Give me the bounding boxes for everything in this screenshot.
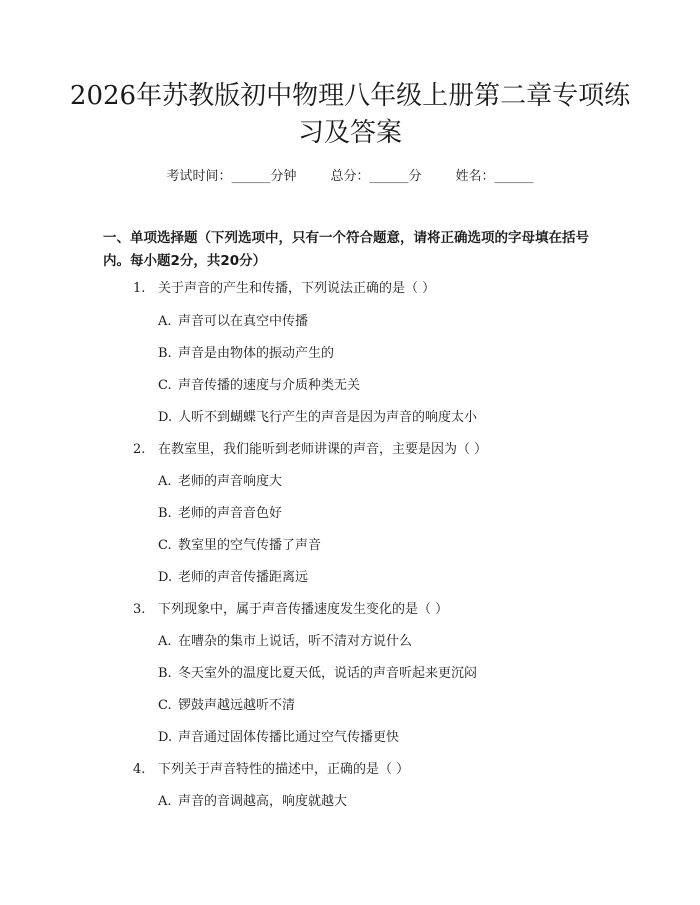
question-stem bbox=[133, 601, 448, 619]
option-letter: B. bbox=[158, 346, 172, 361]
question-text: 下列现象中，属于声音传播速度发生变化的是（ ） bbox=[158, 602, 449, 617]
student-name-field: 姓名：______ bbox=[455, 169, 534, 184]
option-text: 老师的声音音色好 bbox=[178, 506, 283, 521]
answer-option bbox=[158, 537, 321, 555]
option-text: 锣鼓声越远越听不清 bbox=[178, 698, 296, 713]
answer-option bbox=[158, 569, 308, 587]
question-text: 在教室里，我们能听到老师讲课的声音，主要是因为（ ） bbox=[158, 442, 488, 457]
option-text: 声音是由物体的振动产生的 bbox=[178, 346, 335, 361]
question-number: 4. bbox=[133, 762, 146, 777]
option-letter: B. bbox=[158, 666, 172, 681]
option-text: 声音通过固体传播比通过空气传播更快 bbox=[178, 730, 400, 745]
section-heading: 一、单项选择题（下列选项中，只有一个符合题意，请将正确选项的字母填在括号内。每小题2分，共20分） bbox=[103, 230, 589, 269]
answer-option bbox=[158, 793, 347, 811]
question-stem bbox=[133, 761, 409, 779]
option-letter: C. bbox=[158, 538, 172, 553]
exam-info-line bbox=[0, 168, 700, 186]
question-text: 下列关于声音特性的描述中，正确的是（ ） bbox=[158, 762, 410, 777]
answer-option bbox=[158, 505, 282, 523]
question-number: 1. bbox=[133, 281, 146, 296]
option-letter: B. bbox=[158, 506, 172, 521]
option-text: 声音传播的速度与介质种类无关 bbox=[178, 378, 361, 393]
option-letter: D. bbox=[158, 410, 173, 425]
option-text: 老师的声音传播距离远 bbox=[178, 570, 309, 585]
option-letter: A. bbox=[158, 474, 172, 489]
question-text: 关于声音的产生和传播，下列说法正确的是（ ） bbox=[158, 281, 436, 296]
option-text: 人听不到蝴蝶飞行产生的声音是因为声音的响度太小 bbox=[178, 410, 478, 425]
option-text: 在嘈杂的集市上说话，听不清对方说什么 bbox=[178, 634, 413, 649]
exam-time-field: 考试时间：______分钟 bbox=[166, 169, 297, 184]
total-score-field: 总分：______分 bbox=[330, 169, 422, 184]
answer-option bbox=[158, 313, 308, 331]
answer-option bbox=[158, 729, 399, 747]
question-number: 3. bbox=[133, 602, 146, 617]
question-stem bbox=[133, 280, 435, 298]
option-letter: A. bbox=[158, 794, 172, 809]
option-text: 声音可以在真空中传播 bbox=[178, 314, 309, 329]
option-letter: A. bbox=[158, 634, 172, 649]
document-title: 2026年苏教版初中物理八年级上册第二章专项练习及答案 bbox=[69, 81, 631, 148]
answer-option bbox=[158, 665, 477, 683]
option-text: 老师的声音响度大 bbox=[178, 474, 283, 489]
option-letter: A. bbox=[158, 314, 172, 329]
answer-option bbox=[158, 377, 360, 395]
option-letter: C. bbox=[158, 698, 172, 713]
answer-option bbox=[158, 345, 334, 363]
answer-option bbox=[158, 409, 477, 427]
answer-option bbox=[158, 697, 295, 715]
question-number: 2. bbox=[133, 442, 146, 457]
option-text: 教室里的空气传播了声音 bbox=[178, 538, 322, 553]
option-letter: D. bbox=[158, 570, 173, 585]
question-stem bbox=[133, 441, 487, 459]
option-letter: C. bbox=[158, 378, 172, 393]
option-letter: D. bbox=[158, 730, 173, 745]
option-text: 冬天室外的温度比夏天低，说话的声音听起来更沉闷 bbox=[178, 666, 478, 681]
option-text: 声音的音调越高，响度就越大 bbox=[178, 794, 348, 809]
answer-option bbox=[158, 473, 282, 491]
answer-option bbox=[158, 633, 412, 651]
